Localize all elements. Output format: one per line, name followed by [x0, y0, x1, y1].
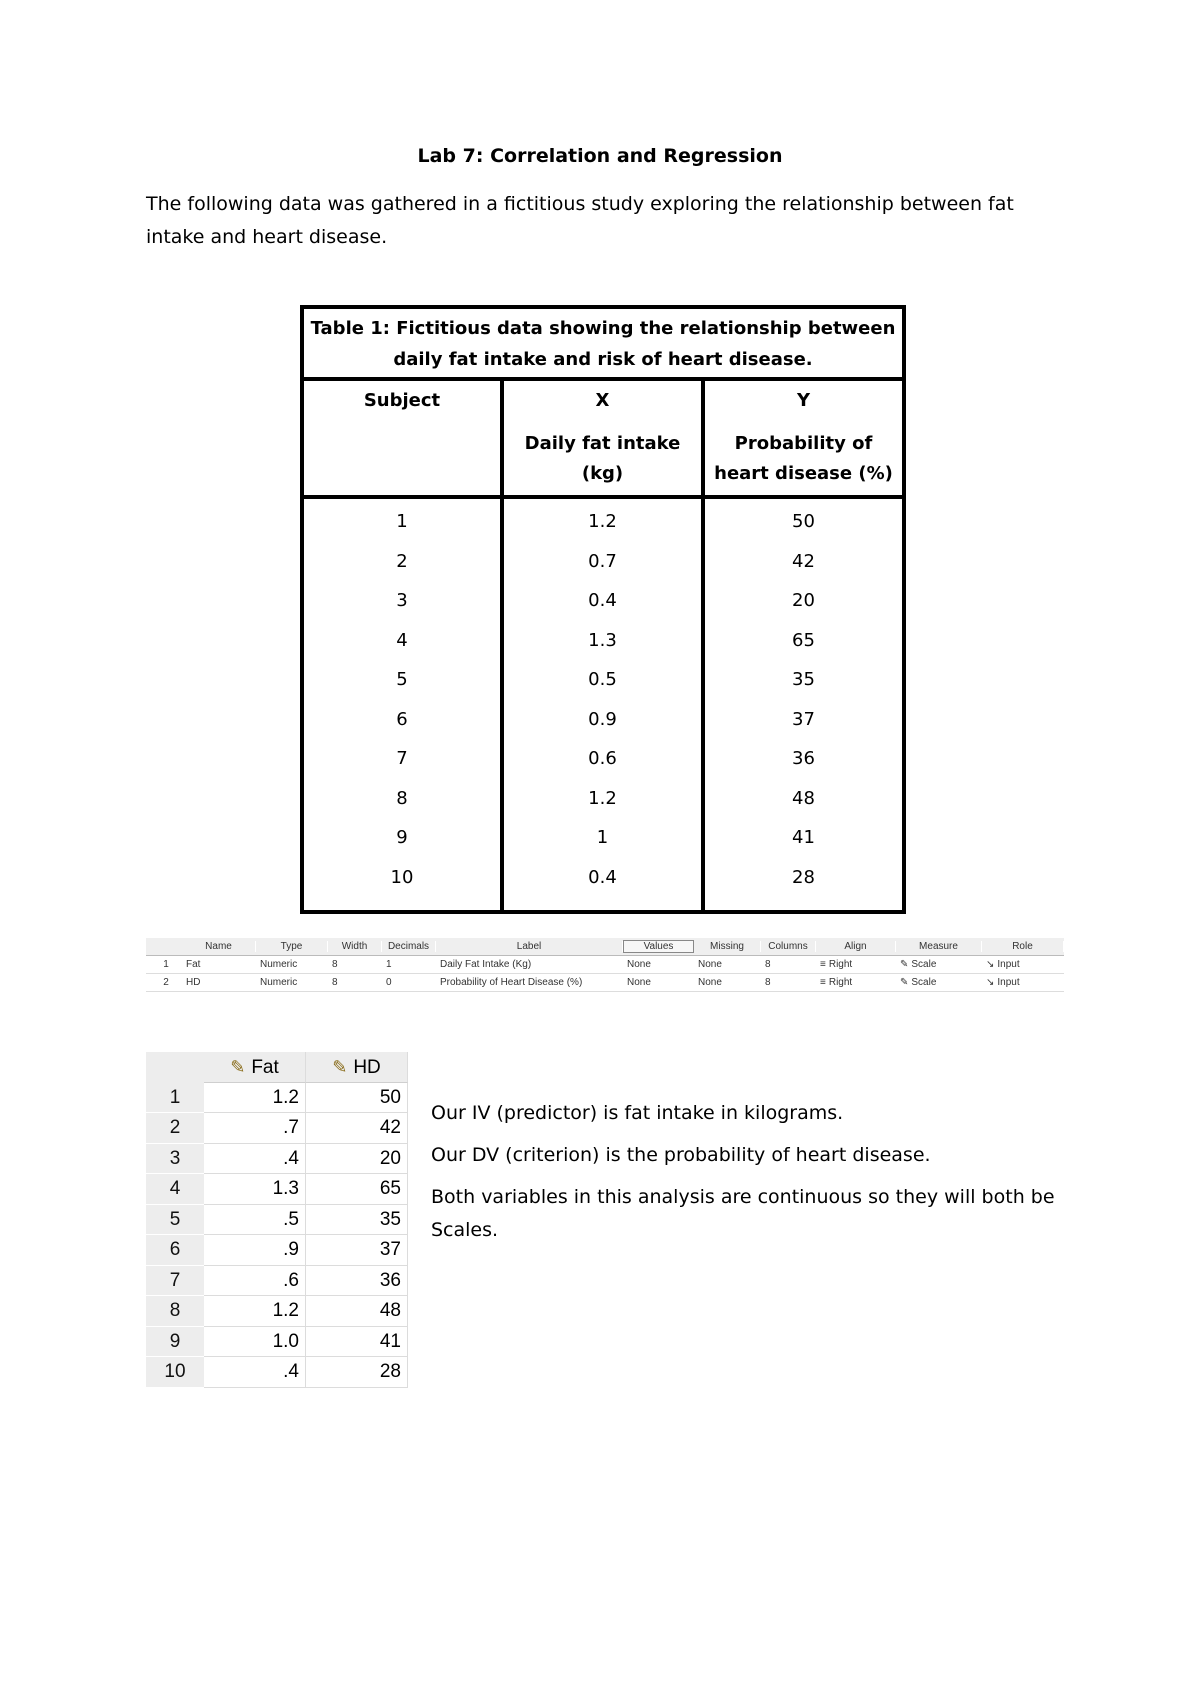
data-row [146, 1357, 408, 1388]
variable-row[interactable] [146, 956, 1064, 974]
variable-cell[interactable] [182, 959, 256, 970]
variable-cell-text: None [698, 977, 722, 988]
variable-cell-text: Input [997, 977, 1020, 988]
row-index-corner [146, 1052, 204, 1083]
header-x [504, 381, 705, 495]
variable-cell[interactable] [982, 959, 1064, 970]
table-cell: 3 [396, 590, 408, 611]
align-right-icon: ≡ [820, 977, 826, 988]
table-cell: 9 [396, 827, 408, 848]
variable-view-header [146, 938, 1064, 956]
notes [431, 1097, 1071, 1256]
data-cell-fat[interactable]: .4 [204, 1144, 306, 1175]
spss-variable-view [146, 938, 1064, 990]
note-paragraph: Both variables in this analysis are continuous so they will both be Scales. [431, 1186, 1055, 1241]
variable-cell[interactable] [761, 959, 816, 970]
variable-cell-text: Right [828, 959, 853, 970]
data-row [146, 1327, 408, 1358]
table-cell: 48 [792, 787, 815, 809]
column-header-fat[interactable] [204, 1052, 306, 1083]
column-header-values[interactable]: Values [623, 940, 694, 953]
variable-cell-text: 8 [765, 959, 771, 970]
variable-cell[interactable] [146, 977, 182, 988]
row-index[interactable]: 4 [146, 1174, 204, 1205]
column-header-label: Fat [251, 1057, 279, 1078]
input-arrow-icon: ↘ [986, 977, 995, 988]
align-right-icon: ≡ [820, 959, 826, 970]
table-cell: 65 [792, 629, 815, 651]
table-cell: 6 [396, 708, 408, 730]
variable-cell[interactable] [816, 959, 896, 970]
data-cell-fat[interactable]: .5 [204, 1205, 306, 1236]
variable-cell-text: Daily Fat Intake (Kg) [440, 959, 532, 970]
variable-cell-text: Right [828, 977, 853, 988]
variable-cell-text: Input [997, 959, 1020, 970]
table-cell: 37 [792, 708, 815, 730]
table-header-row [304, 381, 902, 499]
variable-cell[interactable] [623, 977, 694, 988]
column-heart-disease [705, 499, 902, 910]
data-cell-fat[interactable]: .7 [204, 1113, 306, 1144]
variable-row[interactable] [146, 974, 1064, 992]
variable-cell-text: Numeric [260, 959, 298, 970]
table-caption: Table 1: Fictitious data showing the relationship between daily fat intake and risk of heart disease. [304, 309, 902, 381]
data-cell-fat[interactable]: 1.2 [204, 1296, 306, 1327]
data-cell-hd[interactable]: 20 [306, 1144, 408, 1175]
row-index[interactable]: 3 [146, 1144, 204, 1175]
variable-cell[interactable] [146, 959, 182, 970]
column-header-measure[interactable]: Measure [896, 941, 982, 952]
variable-cell-text: 1 [163, 959, 169, 970]
table-cell: 20 [792, 590, 815, 611]
page-title: Lab 7: Correlation and Regression [417, 145, 783, 167]
table-cell: 0.6 [588, 748, 617, 769]
variable-cell-text: 0 [386, 977, 392, 988]
header-y [705, 381, 902, 495]
data-table [300, 305, 906, 914]
table-cell: 1 [596, 827, 609, 848]
variable-cell[interactable] [436, 959, 623, 970]
header-symbol: X [595, 390, 610, 411]
table-cell: 0.7 [588, 550, 617, 572]
table-cell: 5 [396, 669, 408, 690]
table-cell: 50 [792, 511, 815, 532]
row-index[interactable]: 10 [146, 1357, 204, 1388]
variable-cell-text: None [698, 959, 722, 970]
row-index[interactable]: 7 [146, 1266, 204, 1297]
data-row [146, 1205, 408, 1236]
variable-cell-text: Probability of Heart Disease (%) [440, 977, 583, 988]
data-row [146, 1235, 408, 1266]
variable-cell[interactable] [256, 977, 328, 988]
variable-cell-text: None [627, 977, 651, 988]
note-paragraph: Our IV (predictor) is fat intake in kilograms. [431, 1102, 844, 1124]
table-cell: 8 [396, 787, 408, 809]
table-cell: 1.2 [588, 787, 617, 809]
variable-cell-text: HD [186, 977, 201, 988]
table-cell: 0.5 [588, 669, 617, 690]
header-symbol: Y [796, 390, 811, 411]
header-symbol: Subject [363, 390, 441, 411]
variable-cell[interactable] [256, 959, 328, 970]
column-header-decimals[interactable]: Decimals [382, 941, 436, 952]
data-cell-fat[interactable]: 1.3 [204, 1174, 306, 1205]
variable-cell-text: 2 [163, 977, 169, 988]
variable-cell-text: Numeric [260, 977, 298, 988]
table-cell: 1.2 [588, 511, 617, 532]
ruler-icon: ✎ [230, 1057, 246, 1077]
row-index[interactable]: 8 [146, 1296, 204, 1327]
note-paragraph: Our DV (criterion) is the probability of heart disease. [431, 1144, 931, 1166]
variable-cell[interactable] [761, 977, 816, 988]
data-cell-hd[interactable]: 50 [306, 1083, 408, 1114]
table-cell: 10 [390, 866, 414, 888]
variable-cell-text: None [627, 959, 651, 970]
variable-cell[interactable] [382, 977, 436, 988]
data-row [146, 1174, 408, 1205]
table-body [304, 499, 902, 910]
data-cell-fat[interactable]: .9 [204, 1235, 306, 1266]
data-row [146, 1113, 408, 1144]
header-subject [304, 381, 504, 495]
table-cell: 41 [792, 827, 815, 848]
variable-cell-text: 1 [386, 959, 392, 970]
variable-cell-text: 8 [765, 977, 771, 988]
variable-cell[interactable] [382, 959, 436, 970]
row-index[interactable]: 5 [146, 1205, 204, 1236]
row-index[interactable]: 9 [146, 1327, 204, 1358]
column-subject [304, 499, 504, 910]
row-index[interactable]: 6 [146, 1235, 204, 1266]
column-header-label[interactable]: Label [436, 941, 623, 952]
intro-paragraph: The following data was gathered in a fictitious study exploring the relationship between fat intake and heart disease. [146, 193, 1014, 248]
column-header-label: HD [353, 1057, 381, 1078]
data-view-header [146, 1052, 408, 1083]
row-index[interactable]: 2 [146, 1113, 204, 1144]
data-cell-fat[interactable]: 1.2 [204, 1083, 306, 1114]
data-cell-hd[interactable]: 28 [306, 1357, 408, 1388]
column-header-missing[interactable]: Missing [694, 941, 761, 952]
variable-cell[interactable] [694, 977, 761, 988]
variable-cell-text: 8 [332, 959, 338, 970]
table-cell: 36 [792, 748, 815, 769]
data-cell-hd[interactable]: 36 [306, 1266, 408, 1297]
table-cell: 35 [792, 669, 815, 690]
data-cell-hd[interactable]: 37 [306, 1235, 408, 1266]
row-index[interactable]: 1 [146, 1083, 204, 1114]
header-label: Daily fat intake (kg) [524, 433, 681, 484]
table-cell: 42 [792, 550, 815, 572]
variable-cell-text: Scale [911, 959, 937, 970]
ruler-icon: ✎ [332, 1057, 348, 1077]
variable-cell-text: Fat [186, 959, 201, 970]
data-row [146, 1296, 408, 1327]
column-header-width[interactable]: Width [328, 941, 382, 952]
ruler-icon: ✎ [900, 977, 909, 988]
column-header-name[interactable]: Name [182, 941, 256, 952]
table-cell: 4 [396, 629, 408, 651]
table-cell: 0.4 [588, 590, 617, 611]
table-cell: 2 [396, 550, 408, 572]
variable-cell-text: 8 [332, 977, 338, 988]
variable-cell[interactable] [982, 977, 1064, 988]
data-row [146, 1266, 408, 1297]
variable-cell[interactable] [436, 977, 623, 988]
variable-cell[interactable] [816, 977, 896, 988]
spss-data-view [146, 1052, 408, 1388]
data-cell-fat[interactable]: .6 [204, 1266, 306, 1297]
table-cell: 7 [396, 748, 408, 769]
table-cell: 0.4 [588, 866, 617, 888]
column-header-role[interactable]: Role [982, 941, 1064, 952]
variable-cell[interactable] [328, 959, 382, 970]
header-label: Probability of heart disease (%) [714, 433, 893, 484]
data-cell-hd[interactable]: 41 [306, 1327, 408, 1358]
column-header-align[interactable]: Align [816, 941, 896, 952]
data-cell-hd[interactable]: 42 [306, 1113, 408, 1144]
input-arrow-icon: ↘ [986, 959, 995, 970]
variable-cell[interactable] [896, 959, 982, 970]
variable-cell-text: Scale [911, 977, 937, 988]
variable-cell[interactable] [896, 977, 982, 988]
column-fat-intake [504, 499, 705, 910]
data-row [146, 1083, 408, 1114]
data-cell-fat[interactable]: .4 [204, 1357, 306, 1388]
table-cell: 0.9 [588, 708, 617, 730]
variable-cell[interactable] [328, 977, 382, 988]
table-cell: 1 [396, 511, 408, 532]
variable-cell[interactable] [182, 977, 256, 988]
column-header-hd[interactable] [306, 1052, 408, 1083]
data-cell-fat[interactable]: 1.0 [204, 1327, 306, 1358]
table-cell: 1.3 [588, 629, 617, 651]
table-cell: 28 [792, 866, 815, 888]
column-header-type[interactable]: Type [256, 941, 328, 952]
variable-cell[interactable] [694, 959, 761, 970]
ruler-icon: ✎ [900, 959, 909, 970]
variable-cell[interactable] [623, 959, 694, 970]
data-cell-hd[interactable]: 65 [306, 1174, 408, 1205]
data-row [146, 1144, 408, 1175]
data-cell-hd[interactable]: 48 [306, 1296, 408, 1327]
data-cell-hd[interactable]: 35 [306, 1205, 408, 1236]
column-header-columns[interactable]: Columns [761, 941, 816, 952]
